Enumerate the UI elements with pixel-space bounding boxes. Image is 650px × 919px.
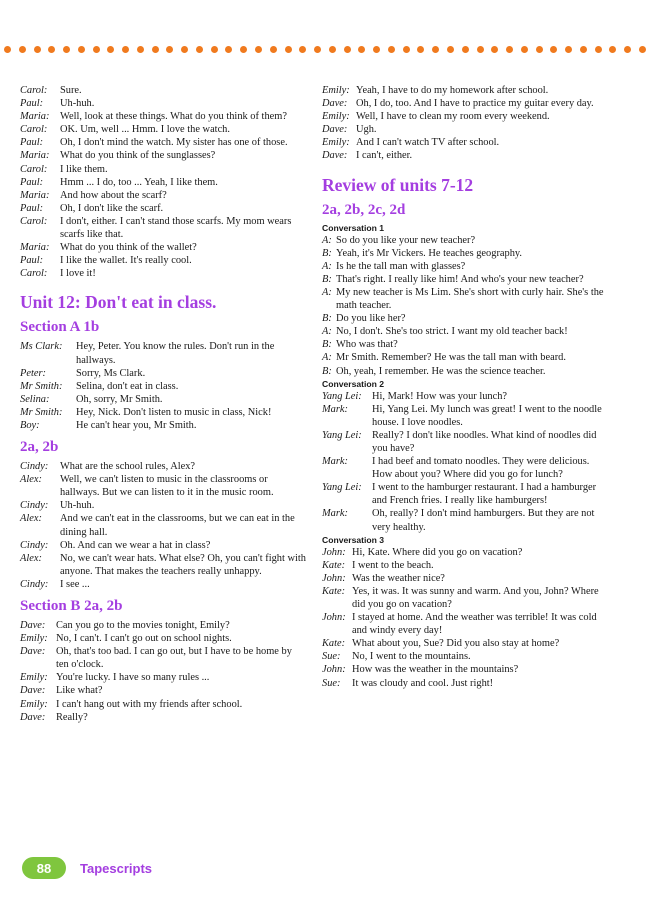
section-heading: Section A 1b (20, 319, 100, 336)
dialogue-text: I went to the beach. (352, 559, 434, 571)
dot-decoration (506, 46, 513, 53)
speaker-name: Mark: (322, 403, 348, 415)
dialogue-line (322, 325, 604, 338)
speaker-name: A: (322, 260, 332, 272)
speaker-name: A: (322, 286, 332, 298)
speaker-name: Emily: (20, 672, 48, 684)
dialogue-text: Sorry, Ms Clark. (76, 367, 146, 379)
dialogue-line (322, 390, 604, 403)
speaker-name: Mark: (322, 456, 348, 468)
dialogue-text: He can't hear you, Mr Smith. (76, 419, 197, 431)
dialogue-text: Uh-huh. (60, 500, 95, 512)
dialogue-text: Oh, sorry, Mr Smith. (76, 393, 163, 405)
dialogue-text: How was the weather in the mountains? (352, 664, 519, 676)
dialogue-text: Is he the tall man with glasses? (336, 260, 466, 272)
dialogue-line (20, 698, 306, 711)
dot-decoration (491, 46, 498, 53)
dialogue-line (322, 585, 604, 611)
speaker-name: A: (322, 352, 332, 364)
dot-decoration (19, 46, 26, 53)
dialogue-line (322, 260, 604, 273)
dialogue-line (20, 189, 306, 202)
dialogue-line (20, 176, 306, 189)
dialogue-line (20, 380, 306, 393)
speaker-name: Emily: (322, 85, 350, 96)
speaker-name: Cindy: (20, 461, 49, 473)
dialogue-line (322, 455, 604, 481)
speaker-name: Carol: (20, 163, 48, 175)
dialogue-line (20, 473, 306, 499)
dot-decoration (240, 46, 247, 53)
dialogue-line (322, 97, 604, 110)
unit-heading: Unit 12: Don't eat in class. (20, 292, 217, 313)
dialogue-text: I like them. (60, 163, 108, 175)
speaker-name: Yang Lei: (322, 482, 362, 494)
dialogue-text: No, we can't wear hats. What else? Oh, you can't fight with anyone. That makes the teachers really unhappy. (60, 552, 306, 577)
speaker-name: Cindy: (20, 500, 49, 512)
speaker-name: Maria: (20, 111, 50, 123)
dialogue-text: And we can't eat in the classrooms, but we can eat in the dining hall. (60, 513, 295, 538)
dialogue-line (322, 273, 604, 286)
speaker-name: Peter: (20, 367, 46, 379)
dialogue-text: Really? I don't like noodles. What kind of noodles did you have? (372, 429, 597, 454)
dialogue-line (322, 611, 604, 637)
dialogue-line (322, 572, 604, 585)
dialogue-line (20, 149, 306, 162)
dialogue-line (20, 552, 306, 578)
speaker-name: Carol: (20, 124, 48, 136)
dialogue-text: Sure. (60, 85, 82, 96)
conversation-label: Conversation 3 (322, 534, 385, 545)
dialogue-text: That's right. I really like him! And who's your new teacher? (336, 273, 584, 285)
speaker-name: Maria: (20, 189, 50, 201)
dialogue-text: Yes, it was. It was sunny and warm. And you, John? Where did you go on vacation? (352, 585, 599, 610)
dialogue-line (322, 149, 604, 162)
speaker-name: B: (322, 247, 332, 259)
dot-decoration (196, 46, 203, 53)
speaker-name: Alex: (20, 474, 42, 486)
dot-decoration (403, 46, 410, 53)
speaker-name: John: (322, 546, 346, 558)
dialogue-line (20, 632, 306, 645)
dialogue-text: Oh, really? I don't mind hamburgers. But they are not very healthy. (372, 508, 595, 533)
dot-decoration (93, 46, 100, 53)
dot-decoration (299, 46, 306, 53)
speaker-name: Emily: (20, 698, 48, 710)
dialogue-text: And how about the scarf? (60, 189, 167, 201)
dialogue-line (20, 645, 306, 671)
dialogue-text: My new teacher is Ms Lim. She's short with curly hair. She's the math teacher. (336, 286, 604, 312)
dialogue-line (20, 393, 306, 406)
dialogue-text: Mr Smith. Remember? He was the tall man with beard. (336, 352, 566, 364)
dialogue-text: What do you think of the wallet? (60, 242, 197, 254)
dot-decoration (639, 46, 646, 53)
dot-decoration (609, 46, 616, 53)
dialogue-line (322, 507, 604, 533)
dialogue-text: Well, we can't listen to music in the classrooms or hallways. But we can listen to it in the music room. (60, 474, 274, 499)
dialogue-line (322, 650, 604, 663)
dialogue-text: Do you like her? (336, 313, 406, 325)
speaker-name: Emily: (322, 111, 350, 123)
dialogue-line (20, 254, 306, 267)
dialogue-line (322, 123, 604, 136)
dialogue-text: Hey, Nick. Don't listen to music in class, Nick! (76, 406, 272, 418)
dialogue-text: Hi, Mark! How was your lunch? (372, 390, 508, 402)
dialogue-line (20, 136, 306, 149)
dialogue-text: Oh, I don't mind the watch. My sister has one of those. (60, 137, 288, 149)
speaker-name: John: (322, 612, 346, 624)
dialogue-line (20, 406, 306, 419)
dialogue-line (20, 460, 306, 473)
speaker-name: Selina: (20, 393, 50, 405)
dot-decoration (536, 46, 543, 53)
section-heading: Section B 2a, 2b (20, 598, 123, 614)
dot-decoration (285, 46, 292, 53)
dot-decoration (432, 46, 439, 53)
dialogue-text: I went to the hamburger restaurant. I had a hamburger and French fries. I really like hamburgers! (372, 482, 597, 507)
dialogue-text: I see ... (60, 578, 90, 590)
dialogue-line (322, 351, 604, 364)
dialogue-text: I love it! (60, 268, 96, 280)
dialogue-line (20, 711, 306, 724)
dialogue-line (322, 84, 604, 97)
dot-decoration (137, 46, 144, 53)
dot-decoration (107, 46, 114, 53)
dot-decoration (78, 46, 85, 53)
dialogue-line (20, 512, 306, 538)
unit-heading: Review of units 7-12 (322, 174, 474, 195)
dialogue-line (20, 578, 306, 591)
dialogue-text: It was cloudy and cool. Just right! (352, 677, 494, 689)
dialogue-text: And I can't watch TV after school. (356, 137, 500, 149)
dialogue-text: Yeah, it's Mr Vickers. He teaches geography. (336, 247, 523, 259)
dialogue-line (322, 286, 604, 312)
dialogue-line (20, 123, 306, 136)
speaker-name: Paul: (20, 137, 44, 149)
speaker-name: Mr Smith: (20, 380, 63, 392)
dialogue-text: Hi, Yang Lei. My lunch was great! I went to the noodle house. I love noodles. (372, 403, 602, 428)
speaker-name: Dave: (20, 620, 46, 631)
speaker-name: Carol: (20, 85, 48, 96)
dialogue-text: Like what? (56, 685, 103, 697)
dialogue-text: Was the weather nice? (352, 572, 445, 584)
dialogue-text: Selina, don't eat in class. (76, 380, 179, 392)
speaker-name: Dave: (20, 646, 46, 658)
speaker-name: John: (322, 572, 346, 584)
speaker-name: Dave: (20, 711, 46, 723)
speaker-name: Dave: (322, 98, 348, 110)
dot-decoration (477, 46, 484, 53)
dialogue-text: Hey, Peter. You know the rules. Don't run in the hallways. (76, 341, 275, 366)
dialogue-line (20, 241, 306, 254)
dialogue-line (20, 110, 306, 123)
dialogue-line (20, 367, 306, 380)
dialogue-text: Hi, Kate. Where did you go on vacation? (352, 546, 523, 558)
dialogue-line (322, 338, 604, 351)
dot-decoration (255, 46, 262, 53)
dialogue-text: Uh-huh. (60, 98, 95, 110)
dialogue-line (322, 546, 604, 559)
dot-decoration (462, 46, 469, 53)
dot-decoration (447, 46, 454, 53)
page-footer (22, 856, 152, 880)
dialogue-text: I can't, either. (356, 150, 413, 162)
dot-decoration (48, 46, 55, 53)
speaker-name: Emily: (20, 633, 48, 645)
speaker-name: Alex: (20, 513, 42, 525)
dot-decoration (225, 46, 232, 53)
dot-decoration (565, 46, 572, 53)
dot-decoration (314, 46, 321, 53)
speaker-name: Cindy: (20, 578, 49, 590)
speaker-name: Kate: (322, 638, 346, 650)
dialogue-text: What are the school rules, Alex? (60, 461, 196, 473)
speaker-name: Paul: (20, 202, 44, 214)
dialogue-line (20, 539, 306, 552)
dialogue-line (322, 429, 604, 455)
dialogue-line (322, 403, 604, 429)
speaker-name: A: (322, 234, 332, 246)
conversation-label: Conversation 1 (322, 222, 385, 233)
dotted-border (0, 46, 650, 56)
dialogue-text: What do you think of the sunglasses? (60, 150, 216, 162)
dialogue-text: I don't, either. I can't stand those scarfs. My mom wears scarfs like that. (60, 215, 292, 241)
dot-decoration (358, 46, 365, 53)
dialogue-text: Oh, yeah, I remember. He was the science teacher. (336, 365, 546, 377)
speaker-name: Yang Lei: (322, 429, 362, 441)
dialogue-line (20, 340, 306, 366)
dialogue-line (20, 499, 306, 512)
dot-decoration (181, 46, 188, 53)
speaker-name: A: (322, 326, 332, 338)
dialogue-text: No, I can't. I can't go out on school nights. (56, 633, 232, 645)
dot-decoration (270, 46, 277, 53)
speaker-name: Yang Lei: (322, 390, 362, 402)
dialogue-line (322, 234, 604, 247)
dialogue-text: Well, look at these things. What do you think of them? (60, 111, 287, 123)
dialogue-line (20, 202, 306, 215)
speaker-name: Kate: (322, 559, 346, 571)
dialogue-line (322, 247, 604, 260)
dialogue-text: No, I went to the mountains. (352, 651, 471, 663)
speaker-name: Alex: (20, 552, 42, 564)
dialogue-line (322, 365, 604, 378)
dialogue-line (322, 312, 604, 325)
dialogue-text: I like the wallet. It's really cool. (60, 255, 192, 267)
dialogue-line (20, 267, 306, 280)
section-heading: 2a, 2b (20, 439, 59, 456)
dot-decoration (63, 46, 70, 53)
dialogue-text: Hmm ... I do, too ... Yeah, I like them. (60, 176, 218, 188)
speaker-name: B: (322, 365, 332, 377)
speaker-name: Sue: (322, 677, 341, 689)
speaker-name: B: (322, 339, 332, 351)
dialogue-text: Well, I have to clean my room every weekend. (356, 111, 550, 123)
speaker-name: Kate: (322, 585, 346, 597)
conversation-label: Conversation 2 (322, 378, 385, 389)
dot-decoration (166, 46, 173, 53)
dot-decoration (344, 46, 351, 53)
dialogue-line (322, 637, 604, 650)
footer-title: Tapescripts (80, 860, 153, 876)
dot-decoration (624, 46, 631, 53)
speaker-name: B: (322, 313, 332, 325)
dialogue-line (322, 677, 604, 690)
dot-decoration (329, 46, 336, 53)
speaker-name: Cindy: (20, 539, 49, 551)
dot-decoration (595, 46, 602, 53)
dialogue-line (322, 559, 604, 572)
speaker-name: Paul: (20, 98, 44, 110)
speaker-name: Dave: (322, 150, 348, 162)
dialogue-text: OK. Um, well ... Hmm. I love the watch. (60, 124, 230, 136)
dot-decoration (211, 46, 218, 53)
speaker-name: Mr Smith: (20, 406, 63, 418)
dialogue-text: Yeah, I have to do my homework after school. (356, 85, 549, 96)
dialogue-line (20, 619, 306, 632)
speaker-name: Paul: (20, 255, 44, 267)
dialogue-text: Oh, I do, too. And I have to practice my guitar every day. (356, 98, 594, 110)
dialogue-text: I stayed at home. And the weather was terrible! It was cold and windy every day! (352, 612, 597, 637)
dialogue-line (20, 419, 306, 432)
dialogue-text: Oh, that's too bad. I can go out, but I have to be home by ten o'clock. (56, 646, 292, 671)
dialogue-line (20, 671, 306, 684)
speaker-name: Carol: (20, 268, 48, 280)
dialogue-line (322, 136, 604, 149)
page-number-badge: 88 (22, 857, 66, 879)
dot-decoration (417, 46, 424, 53)
dialogue-text: Really? (56, 711, 88, 723)
dialogue-text: Can you go to the movies tonight, Emily? (56, 620, 230, 631)
dot-decoration (152, 46, 159, 53)
section-heading: 2a, 2b, 2c, 2d (322, 201, 406, 218)
speaker-name: Maria: (20, 150, 50, 162)
dialogue-line (322, 110, 604, 123)
dot-decoration (122, 46, 129, 53)
speaker-name: Sue: (322, 651, 341, 663)
dot-decoration (34, 46, 41, 53)
dialogue-text: Oh. And can we wear a hat in class? (60, 539, 211, 551)
dot-decoration (521, 46, 528, 53)
speaker-name: Emily: (322, 137, 350, 149)
dot-decoration (373, 46, 380, 53)
speaker-name: Ms Clark: (20, 341, 63, 353)
dialogue-text: You're lucky. I have so many rules ... (56, 672, 210, 684)
speaker-name: Boy: (20, 419, 40, 431)
dialogue-line (322, 663, 604, 676)
dot-decoration (388, 46, 395, 53)
speaker-name: Mark: (322, 508, 348, 520)
dialogue-line (322, 481, 604, 507)
speaker-name: Dave: (322, 124, 348, 136)
left-column (20, 84, 306, 724)
dialogue-text: No, I don't. She's too strict. I want my old teacher back! (336, 326, 568, 338)
dialogue-line (20, 684, 306, 697)
speaker-name: John: (322, 664, 346, 676)
dialogue-text: I had beef and tomato noodles. They were delicious. How about you? Where did you go for lunch? (372, 456, 590, 481)
right-column (322, 84, 604, 690)
dialogue-line (20, 84, 306, 97)
speaker-name: Carol: (20, 215, 48, 227)
dialogue-text: What about you, Sue? Did you also stay at home? (352, 638, 560, 650)
dialogue-text: Who was that? (336, 339, 398, 351)
dialogue-line (20, 163, 306, 176)
dialogue-text: Ugh. (356, 124, 377, 136)
dot-decoration (4, 46, 11, 53)
speaker-name: Paul: (20, 176, 44, 188)
dot-decoration (580, 46, 587, 53)
dialogue-line (20, 97, 306, 110)
dot-decoration (550, 46, 557, 53)
dialogue-line (20, 215, 306, 241)
dialogue-text: So do you like your new teacher? (336, 234, 476, 246)
dialogue-text: I can't hang out with my friends after school. (56, 698, 243, 710)
dialogue-text: Oh, I don't like the scarf. (60, 202, 164, 214)
speaker-name: Dave: (20, 685, 46, 697)
speaker-name: B: (322, 273, 332, 285)
speaker-name: Maria: (20, 242, 50, 254)
